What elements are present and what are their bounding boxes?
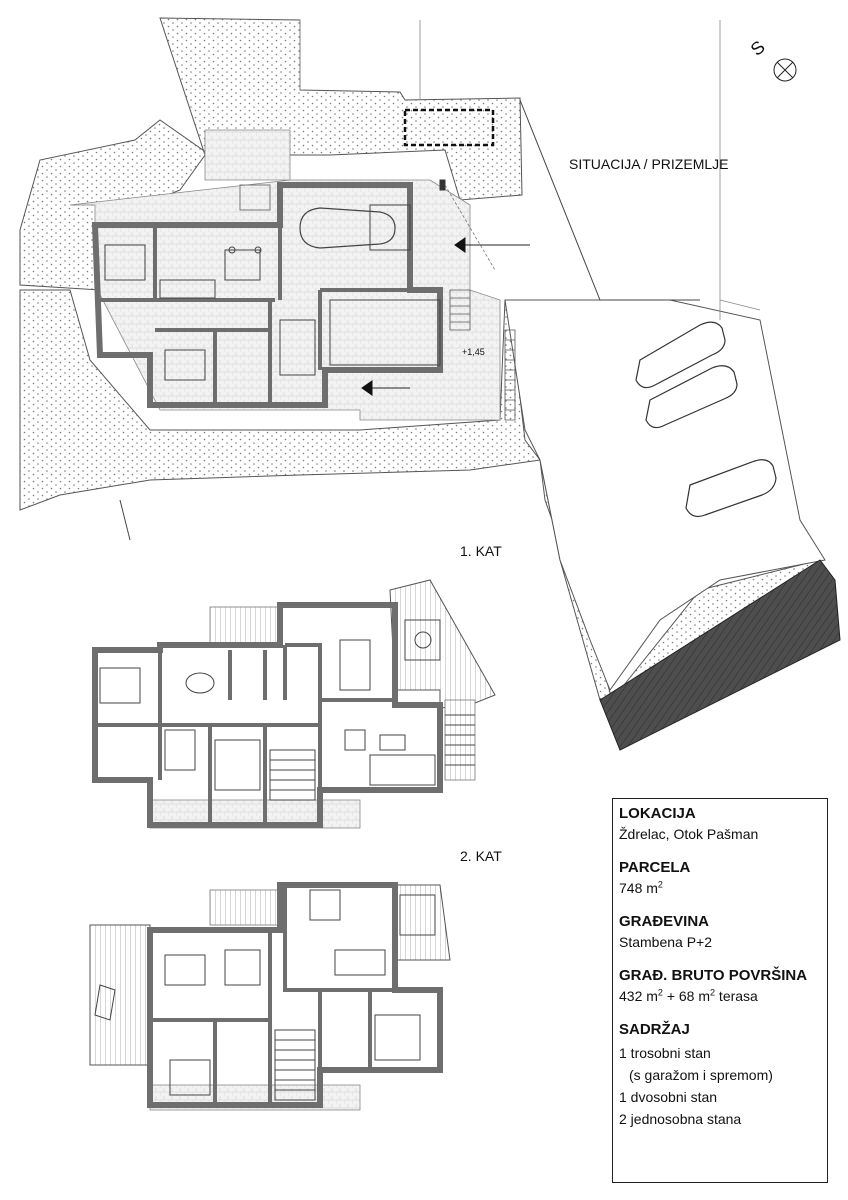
povrsina-b: + 68 m [662, 988, 711, 1004]
gradevina-value: Stambena P+2 [619, 934, 713, 950]
povrsina-sup-1: 2 [657, 987, 663, 998]
gradevina-section [619, 913, 827, 951]
lokacija-title: LOKACIJA [619, 805, 696, 822]
sadrzaj-section [619, 1021, 827, 1130]
second-floor-label: 2. KAT [460, 848, 502, 864]
lokacija-section [619, 805, 827, 843]
parcela-unit-sup: 2 [657, 879, 663, 890]
terrace-2-top [210, 890, 280, 925]
north-symbol [774, 59, 796, 81]
sadrzaj-item: (s garažom i spremom) [629, 1067, 773, 1083]
parcela-value-line [619, 880, 827, 897]
sadrzaj-item: 1 dvosobni stan [619, 1089, 718, 1105]
povrsina-sup-2: 2 [710, 987, 716, 998]
povrsina-section [619, 967, 827, 1005]
parcela-title: PARCELA [619, 859, 691, 876]
terrace-2-right [395, 885, 450, 960]
first-floor-label: 1. KAT [460, 543, 502, 559]
north-label: S [746, 36, 769, 60]
level-label: +1,45 [462, 347, 485, 357]
parcela-value: 748 m [619, 880, 658, 896]
parcela-section [619, 859, 827, 897]
povrsina-c: terasa [715, 988, 758, 1004]
info-box [612, 798, 828, 1183]
povrsina-value-line [619, 988, 827, 1005]
situacija-label: SITUACIJA / PRIZEMLJE [569, 156, 729, 172]
first-floor-plan [95, 580, 495, 828]
balcony-1-right [445, 700, 475, 780]
sadrzaj-list [619, 1042, 827, 1130]
terrace-2-left [90, 925, 150, 1065]
terrace-1-right [390, 580, 495, 708]
povrsina-title: GRAĐ. BRUTO POVRŠINA [619, 967, 808, 984]
povrsina-a: 432 m [619, 988, 658, 1004]
sadrzaj-item: 1 trosobni stan [619, 1045, 711, 1061]
second-floor-plan [90, 885, 450, 1110]
sadrzaj-title: SADRŽAJ [619, 1021, 690, 1038]
gradevina-title: GRAĐEVINA [619, 913, 710, 930]
lokacija-value: Ždrelac, Otok Pašman [619, 826, 759, 842]
sadrzaj-item: 2 jednosobna stana [619, 1111, 742, 1127]
terrace-1-top [210, 607, 280, 645]
